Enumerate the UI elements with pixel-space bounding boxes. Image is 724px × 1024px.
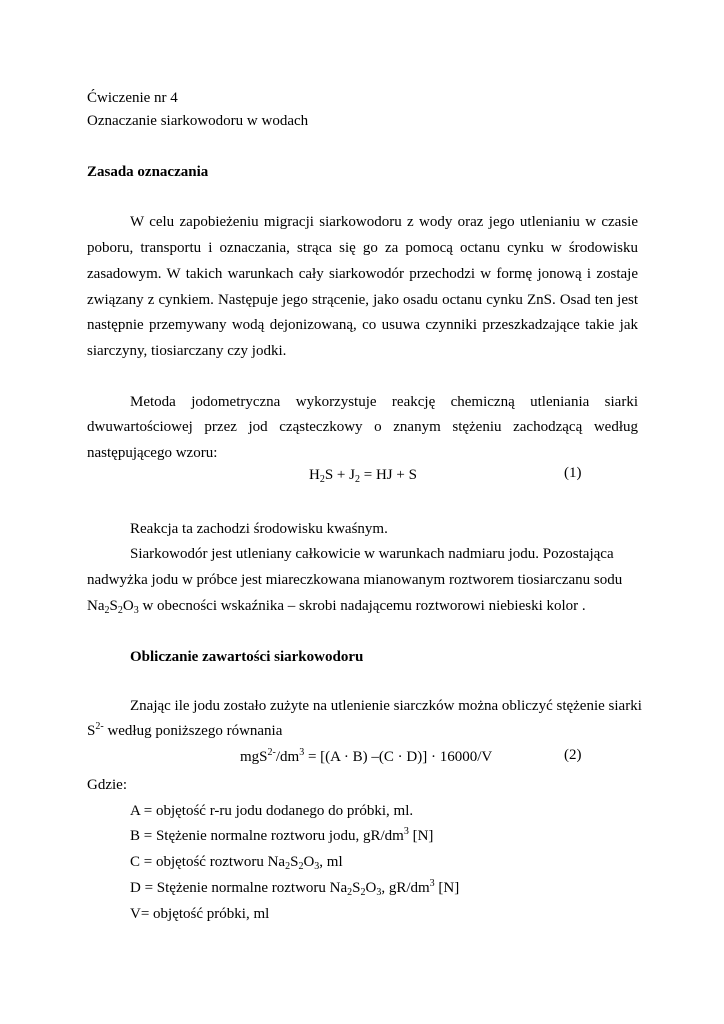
- paragraph-line: następującego wzoru:: [87, 445, 218, 461]
- paragraph-line: następnie przemywany wodą dejonizowaną, co usuwa czynniki przeszkadzające takie jak: [87, 317, 638, 333]
- where-label: Gdzie:: [87, 777, 127, 793]
- equation-1-number: (1): [564, 465, 582, 481]
- definition-d: D = Stężenie normalne roztworu $Na_2S_2O_3$, $gR/dm^3$ [N]: [130, 878, 460, 898]
- paragraph-line: Metoda jodometryczna wykorzystuje reakcję chemiczną utleniania siarki: [130, 394, 638, 410]
- equation-2: $mgS^{2-}/dm^3 = [(A \cdot B) -(C \cdot D)] \cdot 16000/V$: [240, 747, 493, 765]
- document-title: Oznaczanie siarkowodoru w wodach: [87, 113, 309, 129]
- definition-b: B = Stężenie normalne roztworu jodu, $gR/dm^3$ [N]: [130, 826, 434, 844]
- paragraph-line: W celu zapobieżeniu migracji siarkowodoru z wody oraz jego utlenianiu w czasie: [130, 214, 638, 230]
- paragraph-line: Siarkowodór jest utleniany całkowicie w warunkach nadmiaru jodu. Pozostająca: [130, 546, 614, 562]
- definition-a: A = objętość r-ru jodu dodanego do próbki, ml.: [130, 803, 414, 819]
- equation-2-number: (2): [564, 747, 582, 763]
- paragraph-line: nadwyżka jodu w próbce jest miareczkowana mianowanym roztworem tiosiarczanu sodu: [87, 572, 623, 588]
- paragraph-line-formula: $S^{2-}$ według poniższego równania: [87, 721, 283, 739]
- paragraph-line: siarczyny, tiosiarczany czy jodki.: [87, 343, 287, 359]
- section-heading-calculation: Obliczanie zawartości siarkowodoru: [130, 649, 364, 665]
- paragraph-line: związany z cynkiem. Następuje jego strącenie, jako osadu octanu cynku ZnS. Osad ten jest: [87, 292, 638, 308]
- paragraph-line-formula: $Na_2S_2O_3$ w obecności wskaźnika – skrobi nadającemu roztworowi niebieski kolor .: [87, 598, 586, 616]
- paragraph-line: poboru, transportu i oznaczania, strąca się go za pomocą octanu cynku w środowisku: [87, 240, 638, 256]
- definition-c: C = objętość roztworu $Na_2S_2O_3$, ml: [130, 854, 343, 872]
- paragraph-line: Reakcja ta zachodzi środowisku kwaśnym.: [130, 521, 388, 537]
- paragraph-line: zasadowym. W takich warunkach cały siarkowodór przechodzi w formę jonową i zostaje: [87, 266, 638, 282]
- exercise-number: Ćwiczenie nr 4: [87, 90, 178, 106]
- paragraph-line: dwuwartościowej przez jod cząsteczkowy o znanym stężeniu zachodzącą według: [87, 419, 638, 435]
- paragraph-line: Znając ile jodu zostało zużyte na utlenienie siarczków można obliczyć stężenie siarki: [130, 698, 642, 714]
- definition-v: V= objętość próbki, ml: [130, 906, 270, 922]
- section-heading-principle: Zasada oznaczania: [87, 164, 209, 180]
- equation-1: $H_2S + J_2$ = HJ + S: [309, 467, 417, 485]
